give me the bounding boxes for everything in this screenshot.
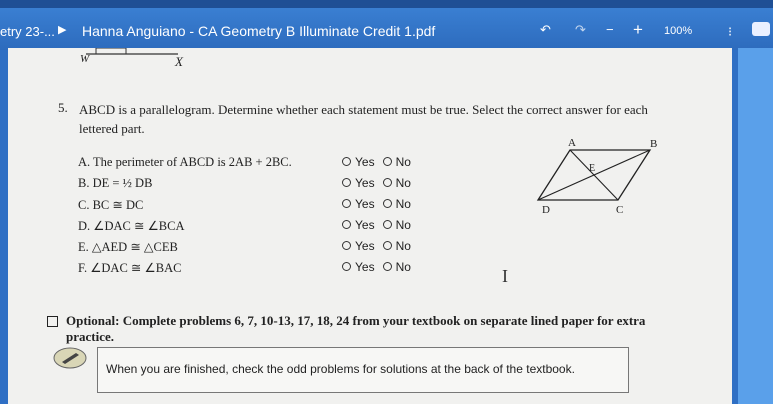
label-x: X (175, 54, 183, 69)
no-label: No (395, 176, 411, 190)
vertex-c: C (616, 204, 624, 214)
radio-icon[interactable] (342, 157, 351, 166)
vertex-d: D (542, 204, 550, 214)
finished-note: When you are finished, check the odd problems for solutions at the back of the textbook. (106, 362, 575, 376)
yes-label: Yes (355, 239, 375, 253)
yes-label: Yes (355, 176, 375, 190)
parallelogram-diagram (530, 134, 670, 214)
yes-label: Yes (355, 218, 375, 232)
redo-icon[interactable]: ↷ (575, 22, 586, 37)
zoom-out-button[interactable]: − (606, 22, 614, 37)
vertex-b: B (650, 138, 658, 150)
radio-icon[interactable] (383, 199, 392, 208)
radio-icon[interactable] (383, 220, 392, 229)
statement-d: D. ∠DAC ≅ ∠BCA (78, 219, 185, 233)
document-title: Hanna Anguiano - CA Geometry B Illuminate Credit 1.pdf (82, 23, 436, 39)
radio-icon[interactable] (342, 178, 351, 187)
vertex-e: E (589, 163, 596, 174)
question-number: 5. (58, 100, 68, 115)
zoom-level[interactable]: 100% (664, 25, 693, 37)
browser-top-strip (0, 0, 773, 8)
no-label: No (395, 218, 411, 232)
radio-icon[interactable] (383, 241, 392, 250)
radio-icon[interactable] (342, 220, 351, 229)
breadcrumb-chevron-icon: ▶ (58, 24, 67, 36)
question-text: ABCD is a parallelogram. Determine whether each statement must be true. Select the correct answer for each lettered part. (79, 102, 648, 136)
answer-row (342, 197, 419, 211)
undo-icon[interactable]: ↶ (540, 22, 551, 37)
right-side-panel (738, 48, 773, 404)
radio-icon[interactable] (342, 241, 351, 250)
side-panel-icon[interactable] (752, 22, 770, 36)
statement-c: C. BC ≅ DC (78, 198, 144, 212)
yes-option[interactable] (342, 155, 375, 169)
optional-text: Optional: Complete problems 6, 7, 10-13, 17, 18, 24 from your textbook on separate lined paper for extra practice. (66, 313, 646, 344)
vertex-a: A (568, 137, 576, 149)
answer-row (342, 176, 419, 190)
yes-option[interactable] (342, 239, 375, 253)
yes-label: Yes (355, 260, 375, 274)
radio-icon[interactable] (342, 262, 351, 271)
answer-row (342, 260, 419, 274)
no-label: No (395, 197, 411, 211)
yes-option[interactable] (342, 197, 375, 211)
answer-row (342, 239, 419, 253)
zoom-in-button[interactable]: + (633, 20, 643, 39)
no-option[interactable] (383, 260, 411, 274)
statement-f: F. ∠DAC ≅ ∠BAC (78, 261, 182, 275)
statement-e: E. △AED ≅ △CEB (78, 240, 178, 254)
yes-option[interactable] (342, 260, 375, 274)
yes-option[interactable] (342, 218, 375, 232)
no-option[interactable] (383, 239, 411, 253)
radio-icon[interactable] (383, 178, 392, 187)
answer-row (342, 218, 419, 232)
pencil-icon (52, 347, 88, 369)
previous-problem-figure (60, 48, 220, 70)
radio-icon[interactable] (342, 199, 351, 208)
text-cursor-icon: I (502, 266, 508, 286)
optional-checkbox[interactable] (47, 316, 58, 327)
yes-option[interactable] (342, 176, 375, 190)
no-label: No (395, 239, 411, 253)
no-option[interactable] (383, 176, 411, 190)
pdf-toolbar (0, 8, 773, 50)
breadcrumb[interactable]: etry 23-... (0, 24, 55, 39)
no-option[interactable] (383, 197, 411, 211)
more-options-icon[interactable]: ⁝ (728, 24, 733, 39)
no-option[interactable] (383, 155, 411, 169)
label-w: W (80, 53, 90, 65)
yes-label: Yes (355, 155, 375, 169)
yes-label: Yes (355, 197, 375, 211)
radio-icon[interactable] (383, 157, 392, 166)
statement-a: A. The perimeter of ABCD is 2AB + 2BC. (78, 155, 292, 169)
statement-b: B. DE = ½ DB (78, 176, 153, 190)
no-label: No (395, 260, 411, 274)
radio-icon[interactable] (383, 262, 392, 271)
no-option[interactable] (383, 218, 411, 232)
no-label: No (395, 155, 411, 169)
answer-row (342, 155, 419, 169)
